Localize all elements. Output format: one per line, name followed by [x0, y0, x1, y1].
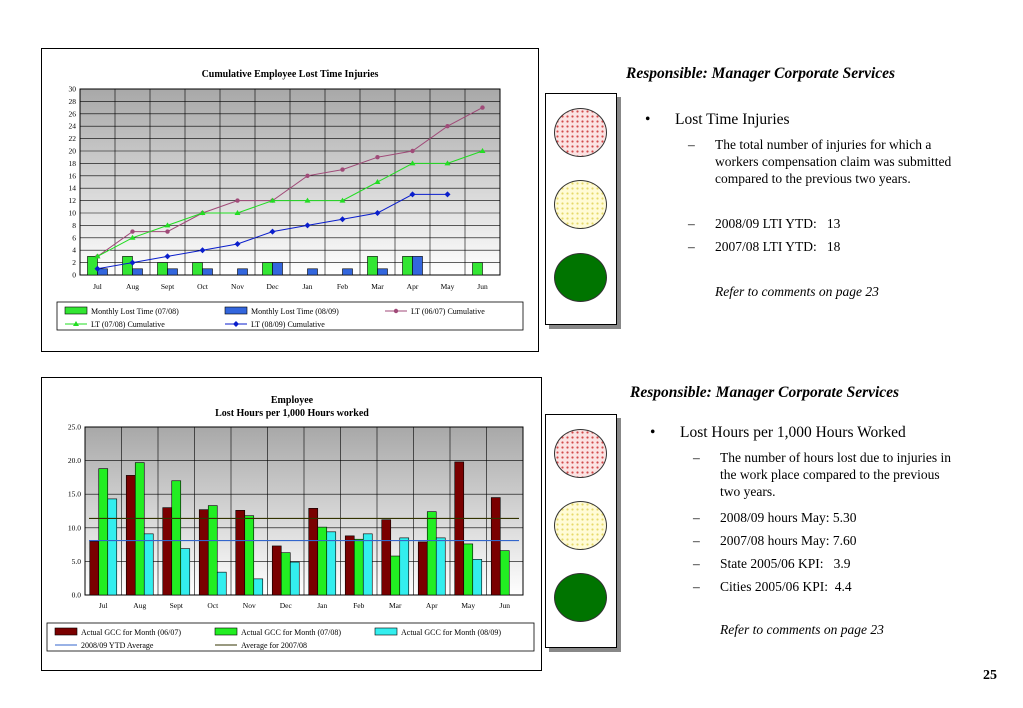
y-tick-label: 30 [68, 84, 76, 94]
bar [163, 508, 172, 595]
y-tick-label: 14 [68, 183, 76, 193]
x-tick-label: Mar [389, 601, 402, 610]
red-light-icon [554, 429, 607, 478]
y-tick-label: 4 [72, 245, 76, 255]
legend-label: Average for 2007/08 [241, 641, 308, 650]
refer-note: Refer to comments on page 23 [720, 622, 884, 637]
y-tick-label: 12 [68, 196, 76, 206]
dash-icon: – [693, 450, 700, 465]
bar [158, 263, 168, 275]
bar [413, 256, 423, 275]
bar [208, 506, 217, 595]
bar [254, 579, 263, 595]
bar [281, 553, 290, 595]
bar [238, 269, 248, 275]
line-point [410, 149, 414, 153]
x-tick-label: Apr [425, 601, 438, 610]
bar [309, 508, 318, 595]
y-tick-label: 20.0 [67, 456, 81, 466]
bar [473, 263, 483, 275]
x-tick-label: Nov [231, 282, 244, 291]
legend-swatch [375, 628, 397, 635]
bar [273, 263, 283, 275]
line-point [130, 229, 134, 233]
bar [403, 256, 413, 275]
kpi-heading-text: Lost Hours per 1,000 Hours Worked [680, 424, 906, 441]
bar [473, 559, 482, 595]
bar [436, 538, 445, 595]
x-tick-label: Aug [133, 601, 147, 610]
x-tick-label: Sept [160, 282, 175, 291]
sub-bullet [693, 555, 960, 572]
bar [263, 263, 273, 275]
bar [181, 549, 190, 595]
x-tick-label: Feb [353, 601, 365, 610]
legend-label: Actual GCC for Month (08/09) [401, 628, 501, 637]
bar [168, 269, 178, 275]
dash-icon: – [693, 533, 700, 548]
x-tick-label: Jan [302, 282, 313, 291]
page-number: 25 [983, 668, 997, 683]
sub-bullet-text: 2008/09 hours May: 5.30 [720, 510, 857, 525]
chart-lost-hours-svg [42, 378, 541, 670]
bar [144, 534, 153, 595]
x-tick-label: Jun [477, 282, 488, 291]
line-point [445, 124, 449, 128]
sub-bullet [693, 449, 960, 500]
legend-label: LT (07/08) Cumulative [91, 320, 165, 329]
bar [500, 551, 509, 595]
sub-bullet-text: 2007/08 LTI YTD: 18 [715, 239, 841, 254]
dash-icon: – [693, 510, 700, 525]
line-point [340, 167, 344, 171]
bar [172, 481, 181, 595]
green-light-icon [554, 253, 607, 302]
x-tick-label: Oct [207, 601, 219, 610]
legend-label: Monthly Lost Time (08/09) [251, 307, 339, 316]
sub-bullet [688, 136, 955, 187]
x-tick-label: Dec [279, 601, 292, 610]
bar [203, 269, 213, 275]
x-tick-label: Nov [242, 601, 256, 610]
x-tick-label: Jan [317, 601, 328, 610]
bar [318, 527, 327, 595]
dash-icon: – [688, 137, 695, 152]
sub-bullet-text: 2007/08 hours May: 7.60 [720, 533, 857, 548]
bar [123, 256, 133, 275]
chart-title: Employee [270, 395, 314, 406]
sub-bullet-text: State 2005/06 KPI: 3.9 [720, 556, 851, 571]
bar [199, 510, 208, 595]
refer-note: Refer to comments on page 23 [715, 284, 879, 299]
bar [236, 510, 245, 595]
yellow-light-icon [554, 180, 607, 229]
legend-swatch [215, 628, 237, 635]
bar [193, 263, 203, 275]
x-tick-label: May [461, 601, 476, 610]
sub-bullet [693, 532, 960, 549]
chart-subtitle: Lost Hours per 1,000 Hours worked [215, 408, 369, 419]
chart-cumulative-lti-svg [42, 49, 538, 351]
bar [378, 269, 388, 275]
bar [464, 544, 473, 595]
bar [272, 546, 281, 595]
bar [290, 562, 299, 595]
bar [99, 469, 108, 595]
bar [343, 269, 353, 275]
chart-title: Cumulative Employee Lost Time Injuries [201, 69, 379, 80]
line-point [375, 155, 379, 159]
bar [427, 512, 436, 595]
y-tick-label: 22 [68, 134, 76, 144]
x-tick-label: Apr [406, 282, 419, 291]
traffic-light-2 [545, 414, 617, 648]
bar [90, 541, 99, 595]
y-tick-label: 20 [68, 146, 76, 156]
bar [88, 256, 98, 275]
legend-label: LT (06/07) Cumulative [411, 307, 485, 316]
y-tick-label: 10 [68, 208, 76, 218]
y-tick-label: 2 [72, 258, 76, 268]
bar [308, 269, 318, 275]
bar [327, 532, 336, 595]
sub-bullet-text: Cities 2005/06 KPI: 4.4 [720, 579, 852, 594]
legend-label: Actual GCC for Month (06/07) [81, 628, 181, 637]
x-tick-label: Jun [499, 601, 510, 610]
line-point [305, 174, 309, 178]
bar [368, 256, 378, 275]
bar [455, 462, 464, 595]
legend-swatch [55, 628, 77, 635]
x-tick-label: Oct [197, 282, 208, 291]
x-tick-label: Aug [126, 282, 139, 291]
x-tick-label: Jul [98, 601, 108, 610]
y-tick-label: 5.0 [71, 556, 81, 566]
green-light-icon [554, 573, 607, 622]
kpi-heading [645, 111, 790, 129]
x-tick-label: Dec [266, 282, 279, 291]
y-tick-label: 0 [72, 270, 76, 280]
legend-label: 2008/09 YTD Average [81, 641, 154, 650]
sub-bullet [688, 238, 955, 255]
legend-swatch [225, 307, 247, 314]
chart-lost-hours [41, 377, 542, 671]
bar [491, 498, 500, 595]
x-tick-label: Feb [336, 282, 349, 291]
y-tick-label: 0.0 [71, 590, 81, 600]
bullet-icon: • [645, 111, 651, 128]
x-tick-label: Jul [93, 282, 102, 291]
kpi-heading-text: Lost Time Injuries [675, 111, 790, 128]
responsible-label: Responsible: Manager Corporate Services [626, 65, 896, 82]
y-tick-label: 6 [72, 233, 76, 243]
y-tick-label: 8 [72, 220, 76, 230]
bullet-icon: • [650, 424, 656, 441]
sub-bullet-text: 2008/09 LTI YTD: 13 [715, 216, 841, 231]
sub-bullet-text: The total number of injuries for which a workers compensation claim was submitted compared to the previous two years. [715, 137, 952, 186]
dash-icon: – [688, 239, 695, 254]
dash-icon: – [688, 216, 695, 231]
responsible-label: Responsible: Manager Corporate Services [630, 384, 900, 401]
sub-bullet [693, 578, 960, 595]
bar [108, 499, 117, 595]
sub-bullet [693, 509, 960, 526]
dash-icon: – [693, 556, 700, 571]
legend-label: Actual GCC for Month (07/08) [241, 628, 341, 637]
y-tick-label: 15.0 [67, 489, 81, 499]
line-point [235, 198, 239, 202]
x-tick-label: Mar [371, 282, 384, 291]
bar [135, 463, 144, 595]
line-point [480, 105, 484, 109]
sub-bullet-text: The number of hours lost due to injuries in the work place compared to the previous two years. [720, 450, 951, 499]
bar [418, 542, 427, 595]
bar [400, 538, 409, 595]
bar [217, 572, 226, 595]
x-tick-label: May [440, 282, 455, 291]
bar [391, 556, 400, 595]
chart-cumulative-lti [41, 48, 539, 352]
bar [354, 539, 363, 595]
line-point [165, 229, 169, 233]
bar [126, 475, 135, 595]
bar [345, 536, 354, 595]
legend-label: Monthly Lost Time (07/08) [91, 307, 179, 316]
traffic-light-1 [545, 93, 617, 325]
line-point [394, 309, 398, 313]
yellow-light-icon [554, 501, 607, 550]
y-tick-label: 25.0 [67, 422, 81, 432]
bar [133, 269, 143, 275]
y-tick-label: 24 [68, 121, 76, 131]
y-tick-label: 10.0 [67, 523, 81, 533]
red-light-icon [554, 108, 607, 157]
y-tick-label: 16 [68, 171, 76, 181]
dash-icon: – [693, 579, 700, 594]
sub-bullet [688, 215, 955, 232]
bar [245, 516, 254, 595]
kpi-heading [650, 424, 906, 442]
y-tick-label: 26 [68, 109, 76, 119]
legend-label: LT (08/09) Cumulative [251, 320, 325, 329]
bar [382, 520, 391, 595]
legend-swatch [65, 307, 87, 314]
y-tick-label: 28 [68, 96, 76, 106]
bar [363, 534, 372, 595]
y-tick-label: 18 [68, 158, 76, 168]
x-tick-label: Sept [169, 601, 183, 610]
